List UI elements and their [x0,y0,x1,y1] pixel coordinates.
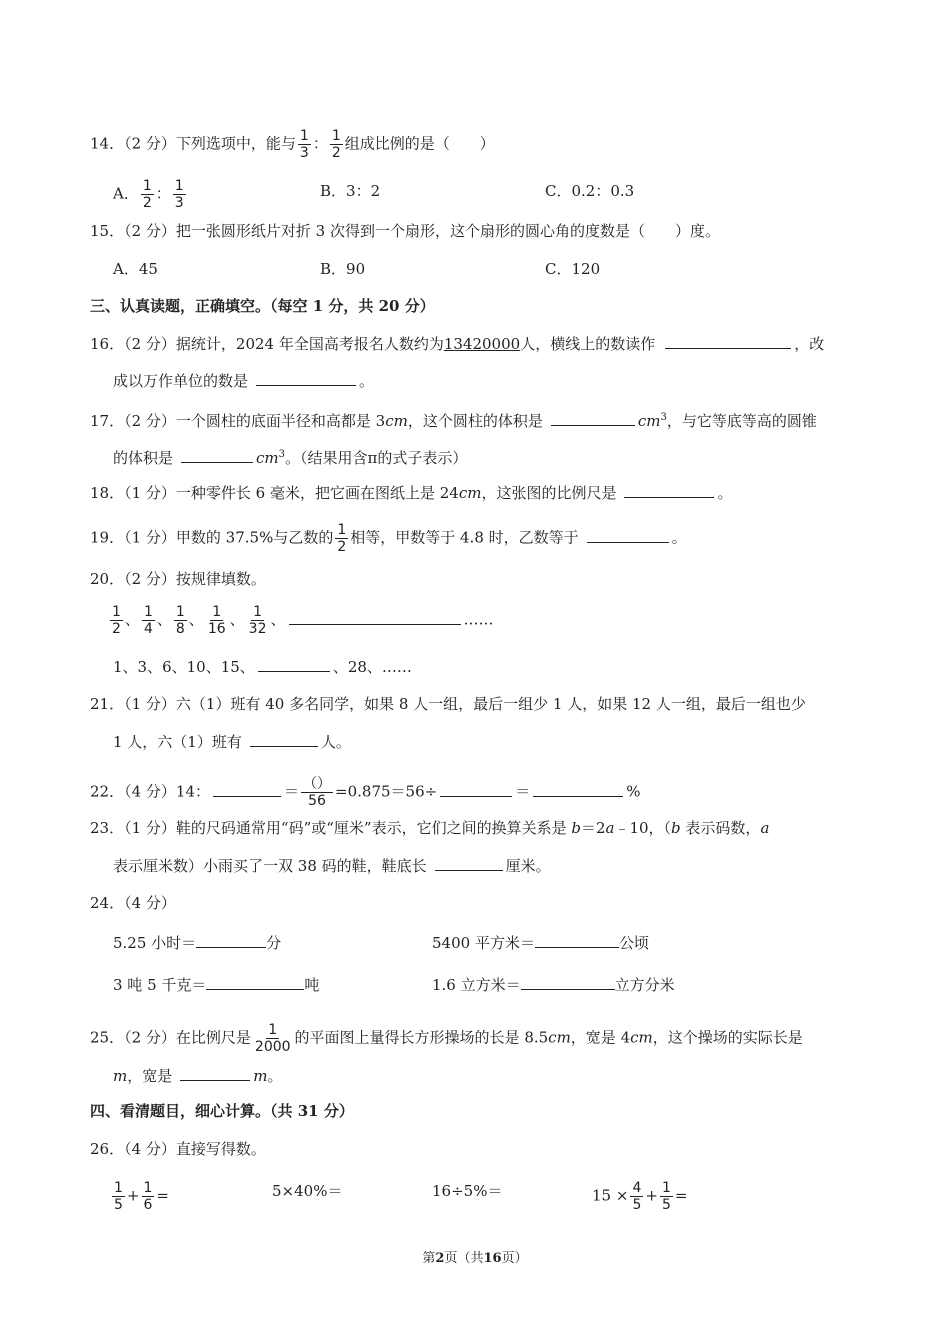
fraction: $\frac{1}{3}$ [174,178,184,211]
fraction: $\frac{1}{16}$ [207,604,226,637]
question-14: 14．（2 分）下列选项中，能与 $\frac{1}{3}$ ： $\frac{1}{2}$ 组成比例的是（ ） [90,128,495,161]
fraction: $\frac{1}{2}$ [142,178,152,211]
q24-item-2: 5400 平方米＝ 公顷 [432,931,649,954]
answer-blank[interactable] [256,369,356,386]
q26-expr-2: 5×40%＝ [272,1182,343,1200]
answer-blank[interactable] [258,655,330,672]
answer-blank[interactable] [440,780,512,797]
q20-number-sequence: 1、3、6、10、15、 、28、…… [113,655,412,678]
q14-option-b: B．3：2 [320,182,381,200]
fraction: $\frac{()}{56}$ [303,776,332,809]
answer-blank[interactable] [250,730,318,747]
question-16: 16．（2 分）据统计，2024 年全国高考报名人数约为13420000人，横线上的数读作 ，改 [90,332,824,355]
q15-option-c: C．120 [545,260,601,278]
answer-blank[interactable] [181,446,253,463]
q14-option-a: A． $\frac{1}{2}$ ： $\frac{1}{3}$ [113,178,184,211]
q15-option-a: A．45 [113,260,158,278]
fraction: $\frac{1}{2}$ [331,128,341,161]
question-16-cont: 成以万作单位的数是 。 [113,369,374,392]
answer-blank[interactable] [533,780,623,797]
section-4-heading: 四、看清题目，细心计算。（共 31 分） [90,1102,354,1120]
fraction: $\frac{1}{5}$ [661,1180,671,1213]
fraction: $\frac{1}{3}$ [299,128,309,161]
fraction: $\frac{1}{8}$ [175,604,185,637]
fraction: $\frac{1}{4}$ [143,604,153,637]
answer-blank[interactable] [180,1064,250,1081]
question-20: 20．（2 分）按规律填数。 [90,570,266,588]
answer-blank[interactable] [435,854,503,871]
fraction: $\frac{4}{5}$ [632,1180,642,1213]
answer-blank[interactable] [665,332,791,349]
q20-fraction-sequence: $\frac{1}{2}$ 、 $\frac{1}{4}$ 、 $\frac{1}{8}$ 、 $\frac{1}{16}$ 、 $\frac{1}{32}$ 、 …… [112,604,494,637]
answer-blank[interactable] [521,973,615,990]
q24-item-4: 1.6 立方米＝ 立方分米 [432,973,675,996]
question-17: 17．（2 分）一个圆柱的底面半径和高都是 3cm，这个圆柱的体积是 $cm^3$，与它等底等高的圆锥 [90,407,817,432]
question-21-cont: 1 人，六（1）班有 人。 [113,730,351,753]
answer-blank[interactable] [624,481,714,498]
answer-blank[interactable] [551,409,635,426]
fraction: $\frac{1}{5}$ [114,1180,123,1213]
fraction: $\frac{1}{6}$ [143,1180,153,1213]
q24-item-3: 3 吨 5 千克＝ 吨 [113,973,319,996]
question-18: 18．（1 分）一种零件长 6 毫米，把它画在图纸上是 24cm，这张图的比例尺是 。 [90,481,733,504]
question-25-cont: m，宽是 m。 [113,1064,283,1087]
answer-blank[interactable] [206,973,304,990]
answer-blank[interactable] [587,526,669,543]
page-footer: 第2页（共16页） [422,1251,528,1266]
question-21: 21．（1 分）六（1）班有 40 多名同学，如果 8 人一组，最后一组少 1 人，如果 12 人一组，最后一组也少 [90,695,806,713]
question-23: 23．（1 分）鞋的尺码通常用“码”或“厘米”表示，它们之间的换算关系是 b＝2a﹣10，（b 表示码数，a [90,819,770,837]
q14-option-c: C．0.2：0.3 [545,182,635,200]
section-3-heading: 三、认真读题，正确填空。（每空 1 分，共 20 分） [90,297,435,315]
q26-expr-3: 16÷5%＝ [432,1182,503,1200]
question-22: 22．（4 分）14： ＝ $\frac{()}{56}$ =0.875＝56÷ ＝ % [90,776,641,809]
q26-expr-4: 15 × $\frac{4}{5}$ + $\frac{1}{5}$ = [592,1180,688,1213]
fraction: $\frac{1}{2}$ [112,604,121,637]
question-24: 24．（4 分） [90,894,176,912]
question-17-cont: 的体积是 $cm^3$。（结果用含π的式子表示） [113,444,467,469]
fraction: $\frac{1}{32}$ [248,604,267,637]
answer-blank[interactable] [289,608,461,625]
question-15: 15．（2 分）把一张圆形纸片对折 3 次得到一个扇形，这个扇形的圆心角的度数是（ ）度。 [90,222,720,240]
q24-item-1: 5.25 小时＝ 分 [113,931,281,954]
answer-blank[interactable] [196,931,266,948]
q15-option-b: B．90 [320,260,366,278]
question-19: 19．（1 分）甲数的 37.5%与乙数的 $\frac{1}{2}$ 相等，甲数等于 4.8 时，乙数等于 。 [90,522,687,555]
answer-blank[interactable] [213,780,281,797]
fraction: $\frac{1}{2000}$ [254,1022,291,1055]
answer-blank[interactable]: （） [303,776,332,792]
answer-blank[interactable] [535,931,619,948]
question-25: 25．（2 分）在比例尺是 $\frac{1}{2000}$ 的平面图上量得长方形操场的长是 8.5cm，宽是 4cm，这个操场的实际长是 [90,1022,803,1055]
question-26: 26．（4 分）直接写得数。 [90,1140,266,1158]
question-23-cont: 表示厘米数）小雨买了一双 38 码的鞋，鞋底长 厘米。 [113,854,551,877]
q26-expr-1: $\frac{1}{5}$ + $\frac{1}{6}$ = [114,1180,169,1213]
fraction: $\frac{1}{2}$ [337,522,347,555]
